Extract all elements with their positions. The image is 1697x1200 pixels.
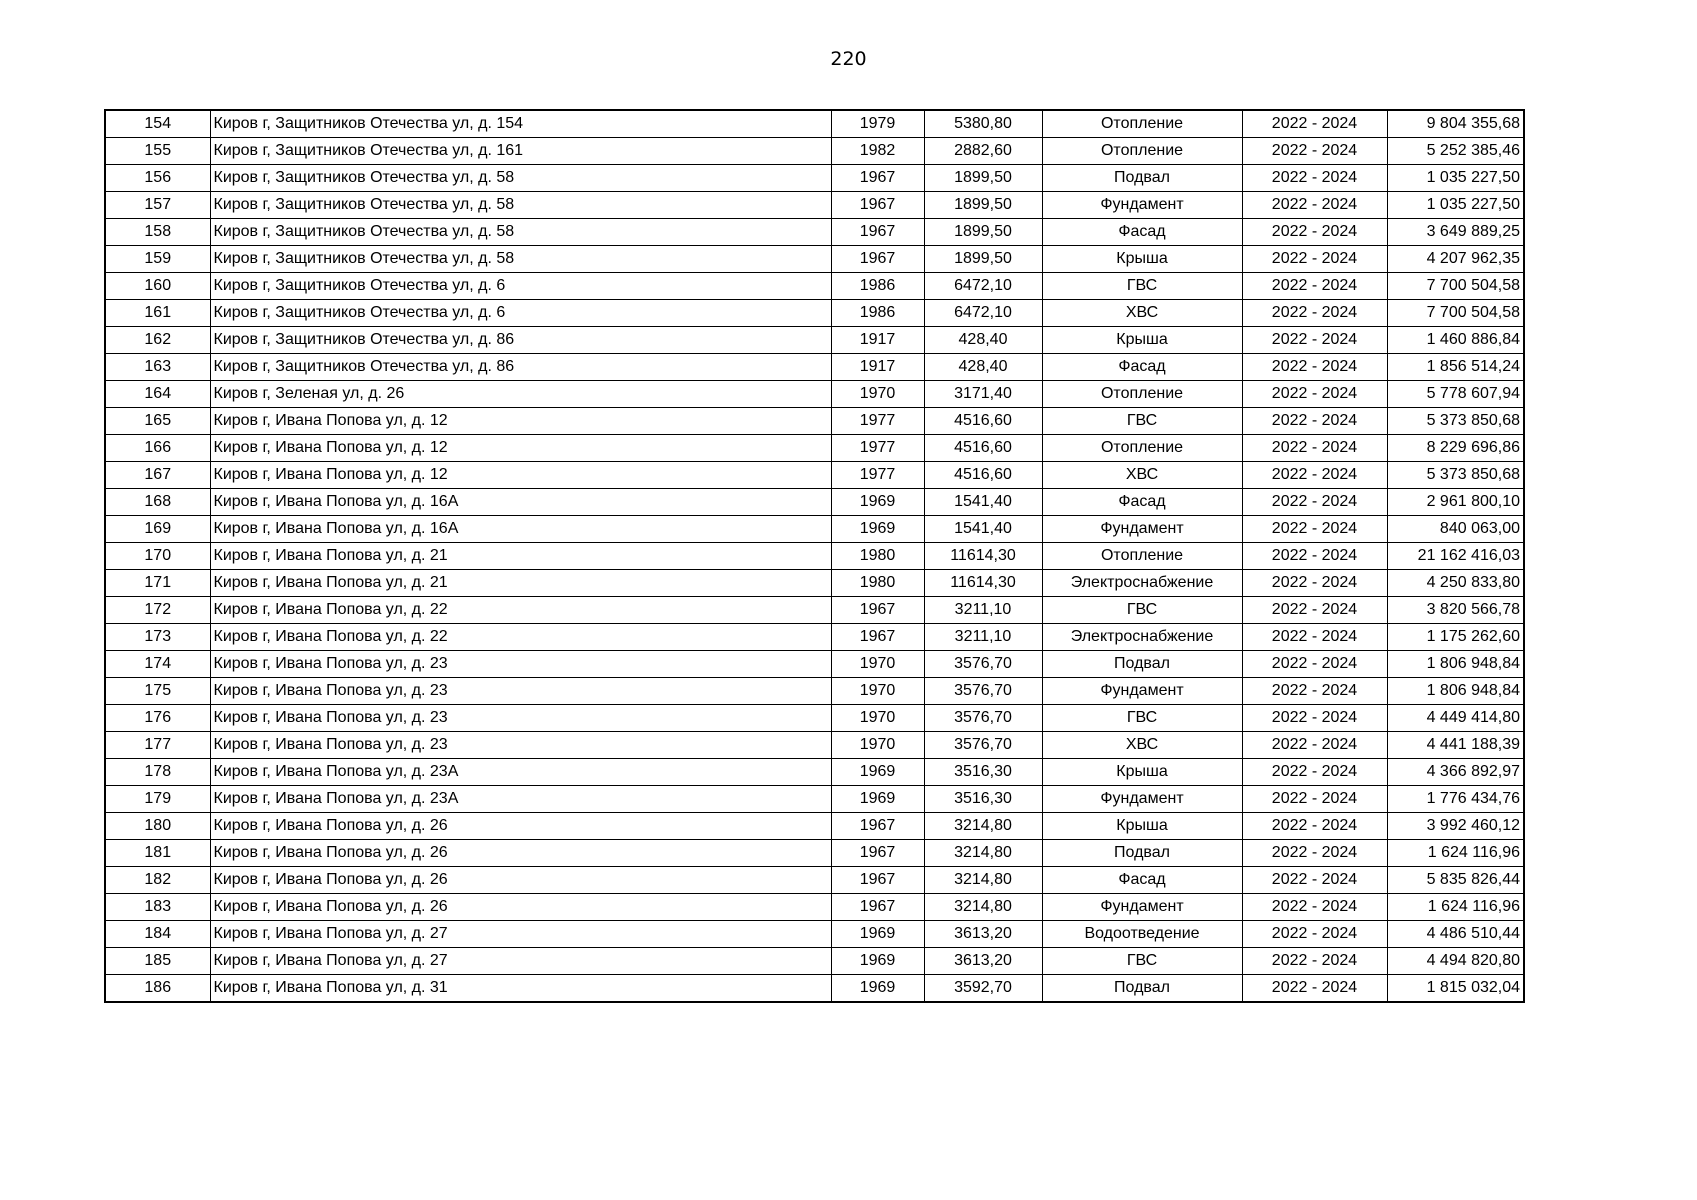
table-row: [105, 624, 1524, 651]
row-number-cell: 168: [105, 489, 210, 516]
work-type-cell: Электроснабжение: [1042, 570, 1242, 597]
area-cell: 3214,80: [924, 867, 1042, 894]
period-cell: 2022 - 2024: [1242, 435, 1387, 462]
cost-cell: 1 175 262,60: [1387, 624, 1524, 651]
table-row: [105, 489, 1524, 516]
table-row: [105, 246, 1524, 273]
row-number-cell: 186: [105, 975, 210, 1003]
work-type-cell: Отопление: [1042, 435, 1242, 462]
address-cell: Киров г, Ивана Попова ул, д. 23: [210, 678, 831, 705]
address-cell: Киров г, Ивана Попова ул, д. 16А: [210, 516, 831, 543]
work-type-cell: Фасад: [1042, 489, 1242, 516]
table-row: [105, 921, 1524, 948]
area-cell: 428,40: [924, 354, 1042, 381]
address-cell: Киров г, Ивана Попова ул, д. 23: [210, 732, 831, 759]
address-cell: Киров г, Ивана Попова ул, д. 26: [210, 867, 831, 894]
period-cell: 2022 - 2024: [1242, 678, 1387, 705]
period-cell: 2022 - 2024: [1242, 462, 1387, 489]
area-cell: 4516,60: [924, 435, 1042, 462]
row-number-cell: 155: [105, 138, 210, 165]
year-built-cell: 1969: [831, 489, 924, 516]
year-built-cell: 1979: [831, 110, 924, 138]
address-cell: Киров г, Защитников Отечества ул, д. 161: [210, 138, 831, 165]
address-cell: Киров г, Защитников Отечества ул, д. 58: [210, 219, 831, 246]
address-cell: Киров г, Ивана Попова ул, д. 22: [210, 597, 831, 624]
table-row: [105, 516, 1524, 543]
area-cell: 3576,70: [924, 678, 1042, 705]
area-cell: 1899,50: [924, 219, 1042, 246]
year-built-cell: 1967: [831, 165, 924, 192]
year-built-cell: 1970: [831, 732, 924, 759]
cost-cell: 2 961 800,10: [1387, 489, 1524, 516]
cost-cell: 1 624 116,96: [1387, 840, 1524, 867]
row-number-cell: 185: [105, 948, 210, 975]
area-cell: 3592,70: [924, 975, 1042, 1003]
cost-cell: 840 063,00: [1387, 516, 1524, 543]
work-type-cell: ГВС: [1042, 408, 1242, 435]
year-built-cell: 1977: [831, 435, 924, 462]
period-cell: 2022 - 2024: [1242, 192, 1387, 219]
year-built-cell: 1986: [831, 300, 924, 327]
cost-cell: 5 373 850,68: [1387, 408, 1524, 435]
work-type-cell: Фундамент: [1042, 678, 1242, 705]
address-cell: Киров г, Ивана Попова ул, д. 12: [210, 462, 831, 489]
year-built-cell: 1980: [831, 570, 924, 597]
area-cell: 1541,40: [924, 516, 1042, 543]
area-cell: 3516,30: [924, 786, 1042, 813]
table-row: [105, 570, 1524, 597]
year-built-cell: 1982: [831, 138, 924, 165]
work-type-cell: ХВС: [1042, 732, 1242, 759]
table-row: [105, 300, 1524, 327]
period-cell: 2022 - 2024: [1242, 570, 1387, 597]
work-type-cell: ГВС: [1042, 705, 1242, 732]
area-cell: 3576,70: [924, 732, 1042, 759]
table-row: [105, 597, 1524, 624]
period-cell: 2022 - 2024: [1242, 300, 1387, 327]
row-number-cell: 184: [105, 921, 210, 948]
area-cell: 428,40: [924, 327, 1042, 354]
table-row: [105, 840, 1524, 867]
address-cell: Киров г, Защитников Отечества ул, д. 154: [210, 110, 831, 138]
period-cell: 2022 - 2024: [1242, 165, 1387, 192]
cost-cell: 7 700 504,58: [1387, 300, 1524, 327]
year-built-cell: 1986: [831, 273, 924, 300]
address-cell: Киров г, Ивана Попова ул, д. 27: [210, 948, 831, 975]
period-cell: 2022 - 2024: [1242, 327, 1387, 354]
row-number-cell: 177: [105, 732, 210, 759]
area-cell: 3214,80: [924, 840, 1042, 867]
year-built-cell: 1967: [831, 246, 924, 273]
cost-cell: 8 229 696,86: [1387, 435, 1524, 462]
period-cell: 2022 - 2024: [1242, 651, 1387, 678]
area-cell: 11614,30: [924, 543, 1042, 570]
year-built-cell: 1977: [831, 462, 924, 489]
year-built-cell: 1967: [831, 219, 924, 246]
area-cell: 3613,20: [924, 948, 1042, 975]
row-number-cell: 181: [105, 840, 210, 867]
address-cell: Киров г, Ивана Попова ул, д. 12: [210, 435, 831, 462]
row-number-cell: 169: [105, 516, 210, 543]
work-type-cell: Крыша: [1042, 246, 1242, 273]
year-built-cell: 1967: [831, 192, 924, 219]
period-cell: 2022 - 2024: [1242, 975, 1387, 1003]
year-built-cell: 1970: [831, 705, 924, 732]
address-cell: Киров г, Ивана Попова ул, д. 23А: [210, 786, 831, 813]
row-number-cell: 156: [105, 165, 210, 192]
period-cell: 2022 - 2024: [1242, 138, 1387, 165]
row-number-cell: 178: [105, 759, 210, 786]
address-cell: Киров г, Защитников Отечества ул, д. 58: [210, 246, 831, 273]
year-built-cell: 1970: [831, 651, 924, 678]
row-number-cell: 179: [105, 786, 210, 813]
period-cell: 2022 - 2024: [1242, 732, 1387, 759]
period-cell: 2022 - 2024: [1242, 867, 1387, 894]
cost-cell: 4 366 892,97: [1387, 759, 1524, 786]
period-cell: 2022 - 2024: [1242, 813, 1387, 840]
area-cell: 5380,80: [924, 110, 1042, 138]
table-row: [105, 327, 1524, 354]
cost-cell: 3 992 460,12: [1387, 813, 1524, 840]
cost-cell: 4 250 833,80: [1387, 570, 1524, 597]
work-type-cell: Электроснабжение: [1042, 624, 1242, 651]
year-built-cell: 1969: [831, 975, 924, 1003]
address-cell: Киров г, Ивана Попова ул, д. 26: [210, 813, 831, 840]
cost-cell: 21 162 416,03: [1387, 543, 1524, 570]
table-row: [105, 813, 1524, 840]
year-built-cell: 1969: [831, 948, 924, 975]
work-type-cell: ГВС: [1042, 597, 1242, 624]
address-cell: Киров г, Ивана Попова ул, д. 26: [210, 840, 831, 867]
table-row: [105, 948, 1524, 975]
row-number-cell: 182: [105, 867, 210, 894]
area-cell: 3516,30: [924, 759, 1042, 786]
area-cell: 1899,50: [924, 165, 1042, 192]
work-type-cell: Фундамент: [1042, 894, 1242, 921]
row-number-cell: 161: [105, 300, 210, 327]
address-cell: Киров г, Ивана Попова ул, д. 16А: [210, 489, 831, 516]
period-cell: 2022 - 2024: [1242, 516, 1387, 543]
year-built-cell: 1977: [831, 408, 924, 435]
table-row: [105, 110, 1524, 138]
row-number-cell: 159: [105, 246, 210, 273]
period-cell: 2022 - 2024: [1242, 894, 1387, 921]
area-cell: 3576,70: [924, 705, 1042, 732]
address-cell: Киров г, Ивана Попова ул, д. 21: [210, 543, 831, 570]
table-row: [105, 651, 1524, 678]
table-row: [105, 759, 1524, 786]
table-row: [105, 381, 1524, 408]
work-type-cell: Водоотведение: [1042, 921, 1242, 948]
period-cell: 2022 - 2024: [1242, 597, 1387, 624]
cost-cell: 1 856 514,24: [1387, 354, 1524, 381]
row-number-cell: 172: [105, 597, 210, 624]
area-cell: 6472,10: [924, 273, 1042, 300]
period-cell: 2022 - 2024: [1242, 705, 1387, 732]
address-cell: Киров г, Ивана Попова ул, д. 23: [210, 651, 831, 678]
area-cell: 4516,60: [924, 408, 1042, 435]
address-cell: Киров г, Ивана Попова ул, д. 22: [210, 624, 831, 651]
row-number-cell: 176: [105, 705, 210, 732]
address-cell: Киров г, Защитников Отечества ул, д. 6: [210, 300, 831, 327]
year-built-cell: 1967: [831, 840, 924, 867]
work-type-cell: Крыша: [1042, 327, 1242, 354]
year-built-cell: 1967: [831, 813, 924, 840]
table-row: [105, 408, 1524, 435]
table-row: [105, 165, 1524, 192]
period-cell: 2022 - 2024: [1242, 219, 1387, 246]
address-cell: Киров г, Ивана Попова ул, д. 27: [210, 921, 831, 948]
table-row: [105, 867, 1524, 894]
cost-cell: 5 778 607,94: [1387, 381, 1524, 408]
area-cell: 3214,80: [924, 894, 1042, 921]
cost-cell: 5 835 826,44: [1387, 867, 1524, 894]
work-type-cell: Крыша: [1042, 813, 1242, 840]
table-row: [105, 354, 1524, 381]
area-cell: 2882,60: [924, 138, 1042, 165]
row-number-cell: 157: [105, 192, 210, 219]
year-built-cell: 1967: [831, 597, 924, 624]
work-type-cell: Отопление: [1042, 543, 1242, 570]
work-type-cell: Отопление: [1042, 381, 1242, 408]
year-built-cell: 1969: [831, 759, 924, 786]
cost-cell: 1 035 227,50: [1387, 192, 1524, 219]
table-row: [105, 273, 1524, 300]
table-row: [105, 192, 1524, 219]
table-row: [105, 138, 1524, 165]
period-cell: 2022 - 2024: [1242, 921, 1387, 948]
row-number-cell: 174: [105, 651, 210, 678]
period-cell: 2022 - 2024: [1242, 489, 1387, 516]
table-row: [105, 678, 1524, 705]
period-cell: 2022 - 2024: [1242, 759, 1387, 786]
area-cell: 6472,10: [924, 300, 1042, 327]
cost-cell: 4 441 188,39: [1387, 732, 1524, 759]
row-number-cell: 163: [105, 354, 210, 381]
cost-cell: 7 700 504,58: [1387, 273, 1524, 300]
year-built-cell: 1967: [831, 624, 924, 651]
area-cell: 1899,50: [924, 192, 1042, 219]
period-cell: 2022 - 2024: [1242, 840, 1387, 867]
work-type-cell: Фасад: [1042, 354, 1242, 381]
year-built-cell: 1969: [831, 786, 924, 813]
cost-cell: 4 449 414,80: [1387, 705, 1524, 732]
area-cell: 3576,70: [924, 651, 1042, 678]
row-number-cell: 160: [105, 273, 210, 300]
row-number-cell: 166: [105, 435, 210, 462]
work-type-cell: Подвал: [1042, 975, 1242, 1003]
work-type-cell: ГВС: [1042, 273, 1242, 300]
address-cell: Киров г, Ивана Попова ул, д. 31: [210, 975, 831, 1003]
cost-cell: 3 649 889,25: [1387, 219, 1524, 246]
address-cell: Киров г, Ивана Попова ул, д. 23А: [210, 759, 831, 786]
work-type-cell: Фундамент: [1042, 786, 1242, 813]
row-number-cell: 183: [105, 894, 210, 921]
period-cell: 2022 - 2024: [1242, 381, 1387, 408]
table-row: [105, 543, 1524, 570]
year-built-cell: 1967: [831, 894, 924, 921]
row-number-cell: 180: [105, 813, 210, 840]
period-cell: 2022 - 2024: [1242, 624, 1387, 651]
table-row: [105, 786, 1524, 813]
cost-cell: 1 776 434,76: [1387, 786, 1524, 813]
work-type-cell: ГВС: [1042, 948, 1242, 975]
table-row: [105, 219, 1524, 246]
period-cell: 2022 - 2024: [1242, 948, 1387, 975]
cost-cell: 1 035 227,50: [1387, 165, 1524, 192]
row-number-cell: 154: [105, 110, 210, 138]
cost-cell: 5 373 850,68: [1387, 462, 1524, 489]
work-type-cell: Фундамент: [1042, 516, 1242, 543]
year-built-cell: 1970: [831, 381, 924, 408]
area-cell: 3171,40: [924, 381, 1042, 408]
period-cell: 2022 - 2024: [1242, 110, 1387, 138]
work-type-cell: ХВС: [1042, 300, 1242, 327]
page-number: 220: [830, 48, 867, 70]
area-cell: 1541,40: [924, 489, 1042, 516]
cost-cell: 4 486 510,44: [1387, 921, 1524, 948]
work-type-cell: Фасад: [1042, 219, 1242, 246]
year-built-cell: 1917: [831, 354, 924, 381]
area-cell: 3211,10: [924, 624, 1042, 651]
table-row: [105, 975, 1524, 1003]
row-number-cell: 175: [105, 678, 210, 705]
table-row: [105, 462, 1524, 489]
cost-cell: 4 207 962,35: [1387, 246, 1524, 273]
table-row: [105, 732, 1524, 759]
period-cell: 2022 - 2024: [1242, 273, 1387, 300]
row-number-cell: 165: [105, 408, 210, 435]
work-type-cell: Подвал: [1042, 840, 1242, 867]
row-number-cell: 173: [105, 624, 210, 651]
address-cell: Киров г, Защитников Отечества ул, д. 6: [210, 273, 831, 300]
address-cell: Киров г, Ивана Попова ул, д. 12: [210, 408, 831, 435]
address-cell: Киров г, Ивана Попова ул, д. 26: [210, 894, 831, 921]
area-cell: 11614,30: [924, 570, 1042, 597]
address-cell: Киров г, Защитников Отечества ул, д. 58: [210, 192, 831, 219]
cost-cell: 1 806 948,84: [1387, 651, 1524, 678]
row-number-cell: 162: [105, 327, 210, 354]
row-number-cell: 164: [105, 381, 210, 408]
period-cell: 2022 - 2024: [1242, 408, 1387, 435]
work-type-cell: Фундамент: [1042, 192, 1242, 219]
cost-cell: 1 806 948,84: [1387, 678, 1524, 705]
year-built-cell: 1980: [831, 543, 924, 570]
row-number-cell: 158: [105, 219, 210, 246]
year-built-cell: 1969: [831, 921, 924, 948]
table-body: [105, 110, 1524, 1002]
year-built-cell: 1969: [831, 516, 924, 543]
address-cell: Киров г, Зеленая ул, д. 26: [210, 381, 831, 408]
area-cell: 3211,10: [924, 597, 1042, 624]
cost-cell: 3 820 566,78: [1387, 597, 1524, 624]
work-type-cell: Подвал: [1042, 165, 1242, 192]
address-cell: Киров г, Защитников Отечества ул, д. 86: [210, 354, 831, 381]
year-built-cell: 1967: [831, 867, 924, 894]
cost-cell: 1 624 116,96: [1387, 894, 1524, 921]
work-type-cell: Крыша: [1042, 759, 1242, 786]
cost-cell: 1 815 032,04: [1387, 975, 1524, 1003]
repair-schedule-table: [104, 109, 1525, 1003]
work-type-cell: Отопление: [1042, 138, 1242, 165]
address-cell: Киров г, Защитников Отечества ул, д. 58: [210, 165, 831, 192]
address-cell: Киров г, Ивана Попова ул, д. 21: [210, 570, 831, 597]
work-type-cell: Подвал: [1042, 651, 1242, 678]
area-cell: 1899,50: [924, 246, 1042, 273]
period-cell: 2022 - 2024: [1242, 354, 1387, 381]
year-built-cell: 1917: [831, 327, 924, 354]
work-type-cell: ХВС: [1042, 462, 1242, 489]
period-cell: 2022 - 2024: [1242, 246, 1387, 273]
period-cell: 2022 - 2024: [1242, 786, 1387, 813]
area-cell: 4516,60: [924, 462, 1042, 489]
work-type-cell: Отопление: [1042, 110, 1242, 138]
year-built-cell: 1970: [831, 678, 924, 705]
row-number-cell: 167: [105, 462, 210, 489]
row-number-cell: 170: [105, 543, 210, 570]
address-cell: Киров г, Ивана Попова ул, д. 23: [210, 705, 831, 732]
work-type-cell: Фасад: [1042, 867, 1242, 894]
area-cell: 3214,80: [924, 813, 1042, 840]
row-number-cell: 171: [105, 570, 210, 597]
cost-cell: 9 804 355,68: [1387, 110, 1524, 138]
table-row: [105, 894, 1524, 921]
address-cell: Киров г, Защитников Отечества ул, д. 86: [210, 327, 831, 354]
table-row: [105, 705, 1524, 732]
cost-cell: 4 494 820,80: [1387, 948, 1524, 975]
table-row: [105, 435, 1524, 462]
period-cell: 2022 - 2024: [1242, 543, 1387, 570]
cost-cell: 1 460 886,84: [1387, 327, 1524, 354]
area-cell: 3613,20: [924, 921, 1042, 948]
cost-cell: 5 252 385,46: [1387, 138, 1524, 165]
